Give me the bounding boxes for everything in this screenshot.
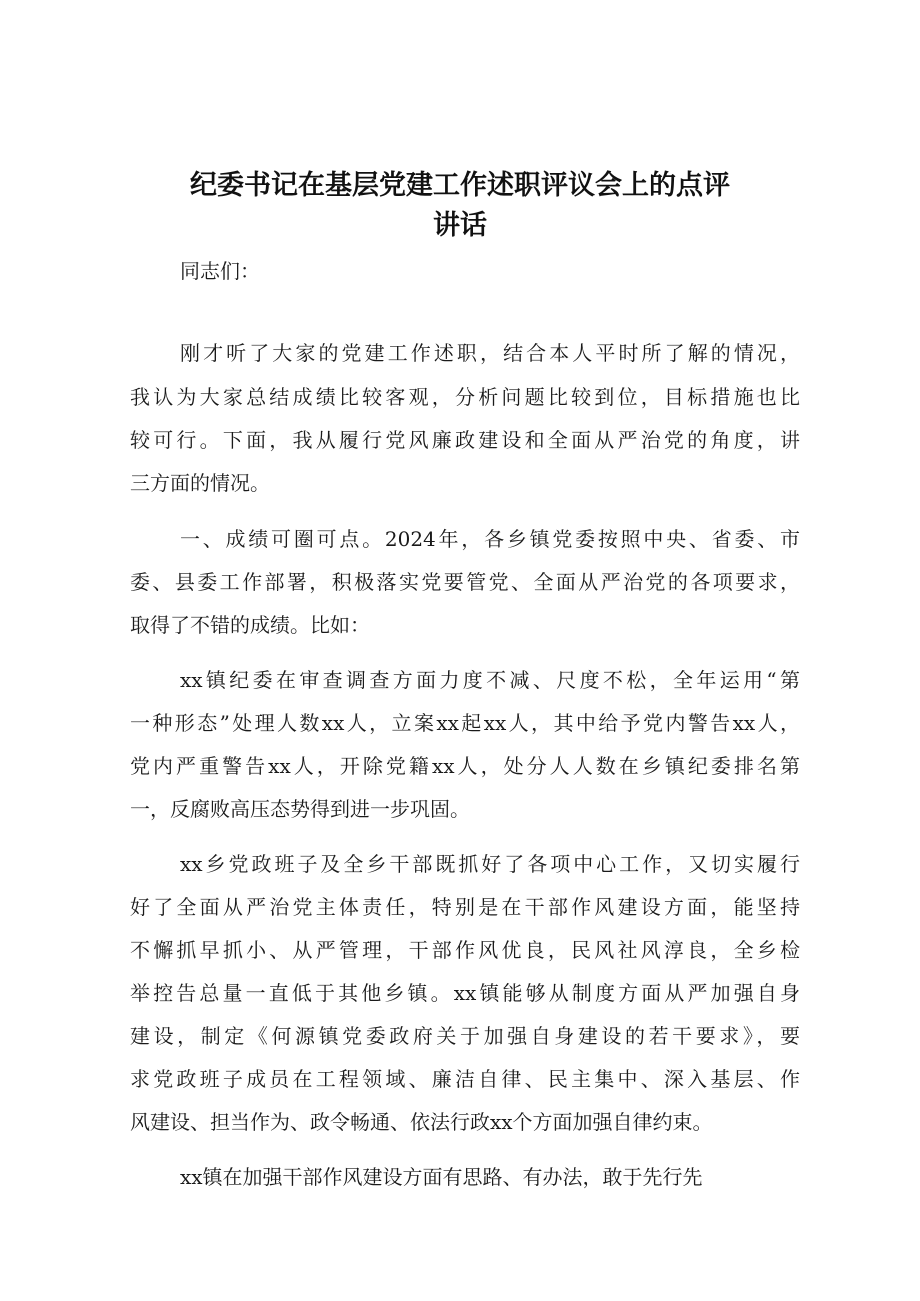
document-title-line-1: 纪委书记在基层党建工作述职评议会上的点评 (190, 170, 730, 201)
paragraph-line: 好了全面从严治党主体责任，特别是在干部作风建设方面，能坚持 (130, 895, 800, 919)
paragraph-line: 求党政班子成员在工程领域、廉洁自律、民主集中、深入基层、作 (130, 1067, 800, 1091)
paragraph-line: xx乡党政班子及全乡干部既抓好了各项中心工作，又切实履行 (180, 852, 800, 876)
paragraph-line: 风建设、担当作为、政令畅通、依法行政xx个方面加强自律约束。 (130, 1110, 713, 1134)
paragraph-line: 我认为大家总结成绩比较客观，分析问题比较到位，目标措施也比 (130, 385, 800, 409)
paragraph-line: 建设，制定《何源镇党委政府关于加强自身建设的若干要求》，要 (130, 1024, 800, 1048)
salutation: 同志们： (180, 259, 260, 283)
paragraph-line: 一，反腐败高压态势得到进一步巩固。 (130, 797, 470, 821)
paragraph-line: 一种形态”处理人数xx人，立案xx起xx人，其中给予党内警告xx人， (130, 711, 800, 735)
paragraph-line: 不懈抓早抓小、从严管理，干部作风优良，民风社风淳良，全乡检 (130, 938, 800, 962)
document-title-line-2: 讲话 (433, 210, 487, 241)
paragraph-line: 委、县委工作部署，积极落实党要管党、全面从严治党的各项要求， (130, 570, 800, 594)
paragraph-line: 三方面的情况。 (130, 471, 270, 495)
paragraph-line: 较可行。下面，我从履行党风廉政建设和全面从严治党的角度，讲 (130, 428, 800, 452)
paragraph-line: xx镇纪委在审查调查方面力度不减、尺度不松，全年运用“第 (180, 668, 800, 692)
paragraph-line: 举控告总量一直低于其他乡镇。xx镇能够从制度方面从严加强自身 (130, 981, 800, 1005)
paragraph-line: xx镇在加强干部作风建设方面有思路、有办法，敢于先行先 (180, 1165, 703, 1189)
paragraph-line: 刚才听了大家的党建工作述职，结合本人平时所了解的情况， (180, 341, 800, 365)
paragraph-line: 党内严重警告xx人，开除党籍xx人，处分人人数在乡镇纪委排名第 (130, 754, 800, 778)
paragraph-line: 一、成绩可圈可点。2024年，各乡镇党委按照中央、省委、市 (180, 527, 800, 551)
paragraph-line: 取得了不错的成绩。比如： (130, 613, 370, 637)
